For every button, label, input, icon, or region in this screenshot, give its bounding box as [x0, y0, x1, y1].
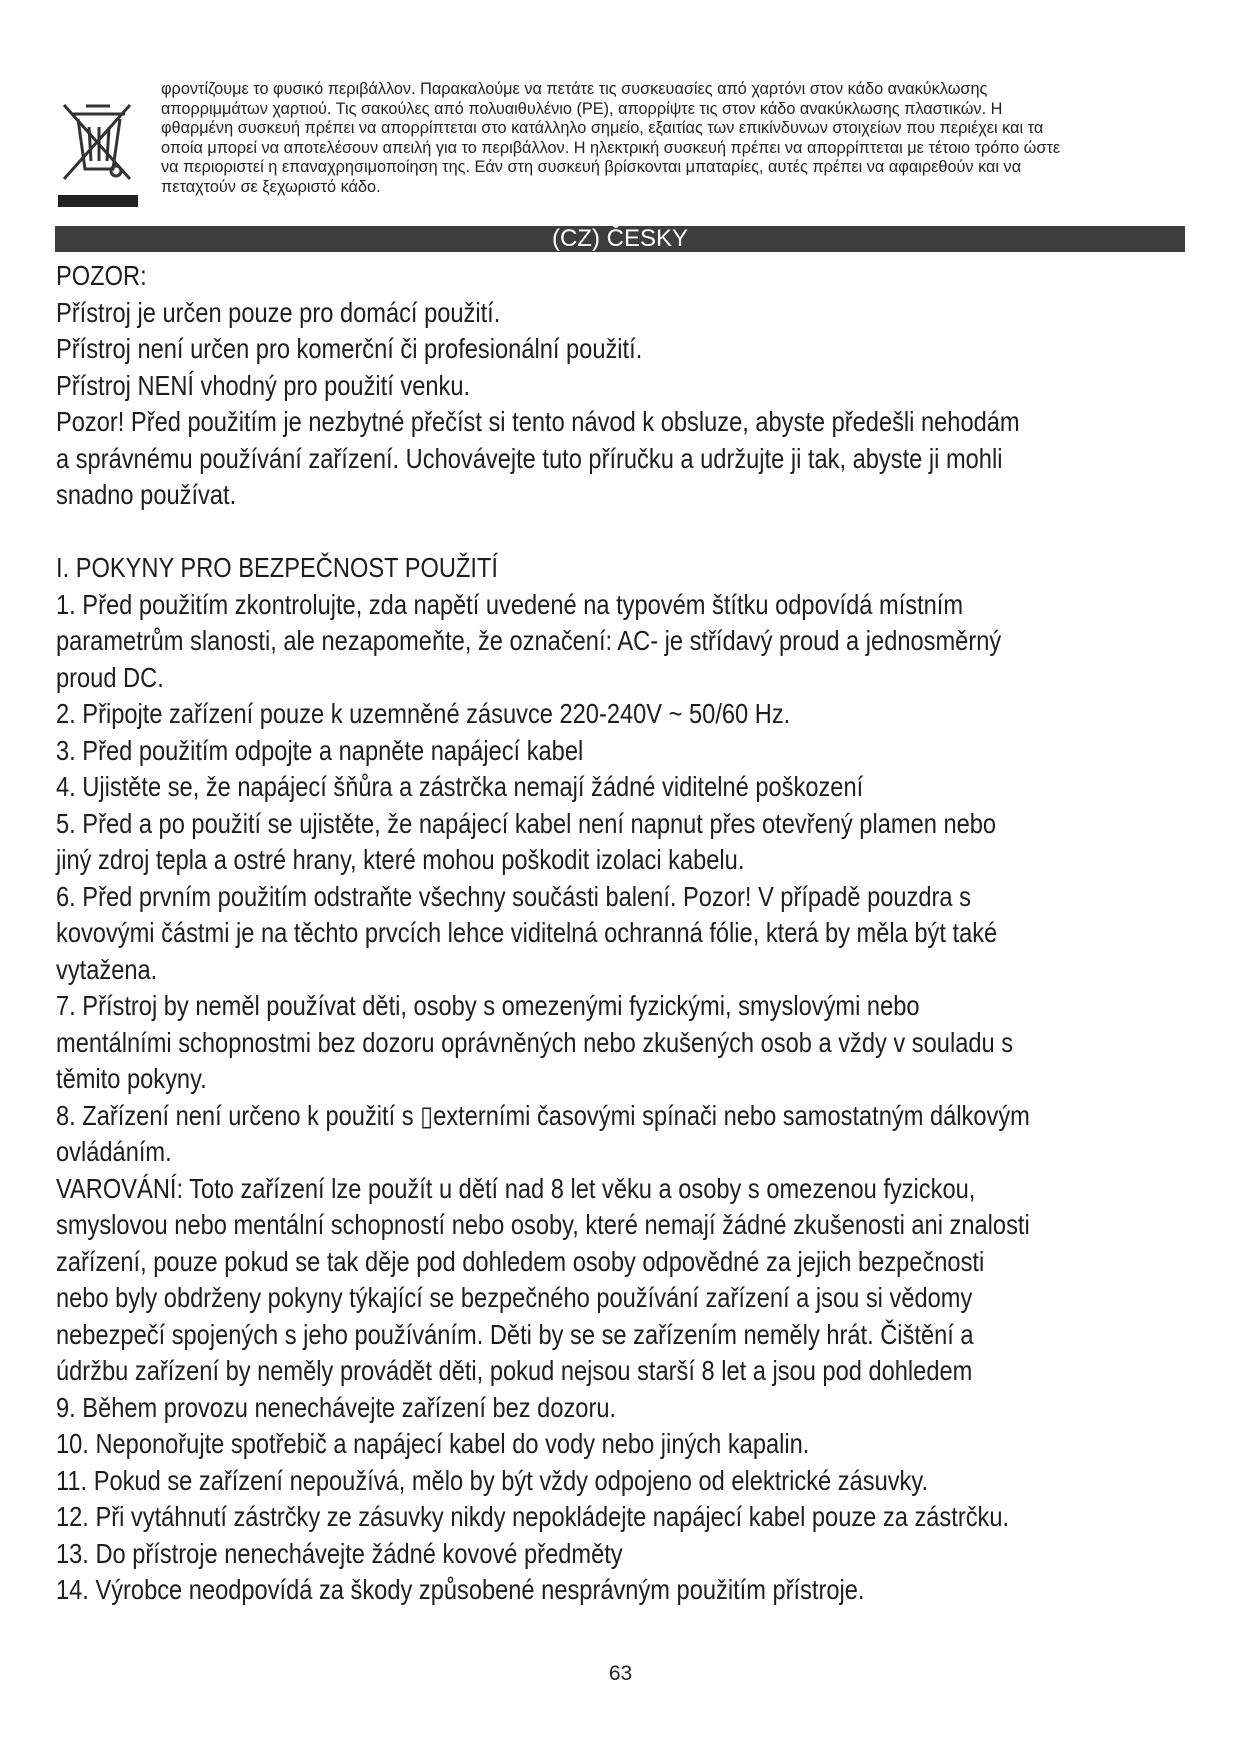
text-line: Přístroj NENÍ vhodný pro použití venku.: [56, 369, 471, 401]
text-line: a správnému používání zařízení. Uchovávejte tuto příručku a udržujte ji tak, abyste ji mohli: [56, 442, 1003, 474]
text-line: parametrům slanosti, ale nezapomeňte, že označení: AC- je střídavý proud a jednosměrný: [56, 625, 1002, 656]
page-number: 63: [608, 1662, 633, 1685]
text-line: nebo byly obdrženy pokyny týkající se bezpečného používání zařízení a jsou si vědomy: [56, 1282, 973, 1313]
text-line: snadno používat.: [56, 479, 237, 510]
text-line: 11. Pokud se zařízení nepoužívá, mělo by být vždy odpojeno od elektrické zásuvky.: [56, 1464, 929, 1496]
text-line: 2. Připojte zařízení pouze k uzemněné zásuvce 220-240V ~ 50/60 Hz.: [56, 698, 791, 729]
text-line: 3. Před použitím odpojte a napněte napájecí kabel: [56, 734, 584, 766]
text-line: 8. Zařízení není určeno k použití s ▯⁠externími časovými spínači nebo samostatným dálkovým: [56, 1099, 1030, 1131]
text-line: φθαρμένη συσκευή πρέπει να απορρίπτεται στο κατάλληλο σημείο, εξαιτίας των επικίνδυνων στοιχείων που περιέχει και τα: [161, 119, 1044, 138]
text-line: VAROVÁNÍ: Toto zařízení lze použít u dětí nad 8 let věku a osoby s omezenou fyzickou,: [56, 1172, 976, 1204]
text-line: 14. Výrobce neodpovídá za škody způsobené nesprávným použitím přístroje.: [56, 1574, 865, 1605]
paragraph-gap: [56, 514, 1045, 551]
language-section-header: (CZ) ČESKY: [55, 226, 1185, 252]
crossed-out-wheelie-bin-icon: [58, 97, 138, 211]
text-line: 10. Neponořujte spotřebič a napájecí kabel do vody nebo jiných kapalin.: [56, 1428, 810, 1459]
text-line: πεταχτούν σε ξεχωριστό κάδο.: [161, 177, 381, 196]
section-title: I. POKYNY PRO BEZPEČNOST POUŽITÍ: [56, 552, 498, 583]
text-line: proud DC.: [56, 661, 164, 693]
text-line: οποία μπορεί να αποτελέσουν απειλή για το περιβάλλον. Η ηλεκτρική συσκευή πρέπει να απορρίπτεται με τέτοιο τρόπο ώστε: [161, 138, 1061, 157]
text-line: nebezpečí spojených s jeho používáním. Děti by se se zařízením neměly hrát. Čištění a: [56, 1318, 974, 1350]
text-line: mentálními schopnostmi bez dozoru oprávněných nebo zkušených osob a vždy v souladu s: [56, 1026, 1014, 1058]
text-line: 12. Při vytáhnutí zástrčky ze zásuvky nikdy nepokládejte napájecí kabel pouze za zástrčku.: [56, 1501, 1010, 1532]
text-line: 6. Před prvním použitím odstraňte všechny součásti balení. Pozor! V případě pouzdra s: [56, 880, 971, 912]
text-line: kovovými částmi je na těchto prvcích lehce viditelná ochranná fólie, která by měla být také: [56, 917, 998, 948]
text-line: jiný zdroj tepla a ostré hrany, které mohou poškodit izolaci kabelu.: [56, 844, 745, 875]
warning-heading: POZOR:: [56, 260, 147, 291]
text-line: Pozor! Před použitím je nezbytné přečíst si tento návod k obsluze, abyste předešli nehodám: [56, 406, 1020, 437]
text-line: 7. Přístroj by neměl používat děti, osoby s omezenými fyzickými, smyslovými nebo: [56, 990, 920, 1021]
text-line: φροντίζουμε το φυσικό περιβάλλον. Παρακαλούμε να πετάτε τις συσκευασίες από χαρτόνι στον κάδο ανακύκλωσης: [161, 80, 988, 98]
text-line: Přístroj není určen pro komerční či profesionální použití.: [56, 333, 643, 364]
text-line: údržbu zařízení by neměly provádět děti, pokud nejsou starší 8 let a jsou pod dohledem: [56, 1355, 973, 1386]
text-line: zařízení, pouze pokud se tak děje pod dohledem osoby odpovědné za jejich bezpečnosti: [56, 1245, 985, 1277]
text-line: 9. Během provozu nenechávejte zařízení bez dozoru.: [56, 1391, 617, 1423]
text-line: 13. Do přístroje nenechávejte žádné kovové předměty: [56, 1537, 623, 1569]
text-line: smyslovou nebo mentální schopností nebo osoby, které nemají žádné zkušenosti ani znalosti: [56, 1209, 1030, 1240]
text-line: Přístroj je určen pouze pro domácí použití.: [56, 296, 501, 328]
text-line: těmito pokyny.: [56, 1063, 207, 1094]
text-line: 4. Ujistěte se, že napájecí šňůra a zástrčka nemají žádné viditelné poškození: [56, 771, 864, 802]
text-line: 5. Před a po použití se ujistěte, že napájecí kabel není napnut přes otevřený plamen nebo: [56, 807, 997, 839]
czech-instructions: [56, 258, 1045, 1609]
text-line: να περιοριστεί η επαναχρησιμοποίηση της. Εάν στη συσκευή βρίσκονται μπαταρίες, αυτές πρέπει να αφαιρεθούν και να: [161, 158, 1022, 177]
text-line: vytažena.: [56, 953, 158, 985]
text-line: απορριμμάτων χαρτιού. Τις σακούλες από πολυαιθυλένιο (PE), απορρίψτε τις στον κάδο ανακύκλωσης πλαστικών. Η: [161, 99, 1003, 118]
text-line: ovládáním.: [56, 1136, 172, 1167]
text-line: 1. Před použitím zkontrolujte, zda napětí uvedené na typovém štítku odpovídá místním: [56, 588, 964, 620]
recycling-notice: [161, 80, 1201, 198]
